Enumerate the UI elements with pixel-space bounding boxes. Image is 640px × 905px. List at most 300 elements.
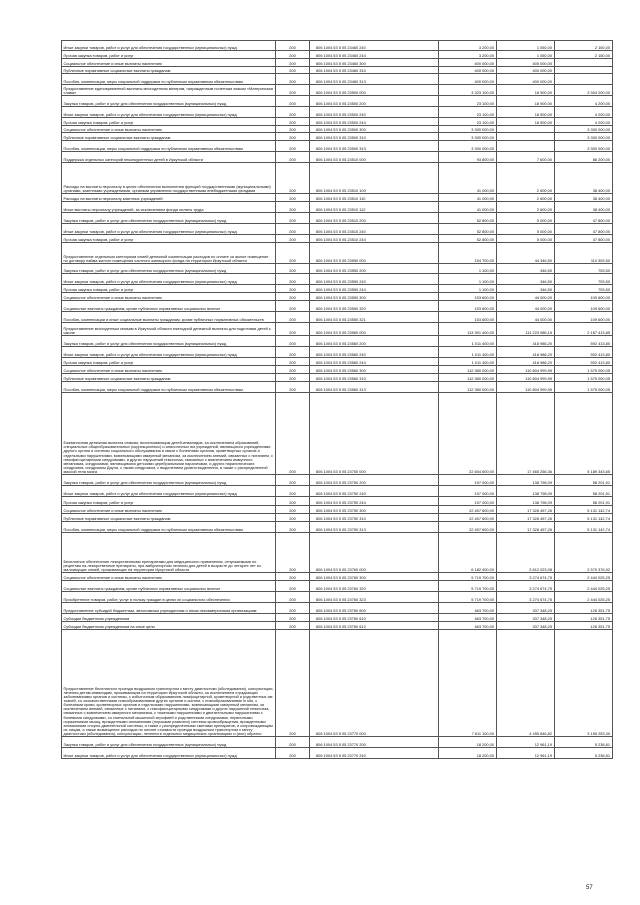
row-budget-code: 806 1004 53 5 05 23460 313: [310, 74, 439, 85]
row-executed-amount: 2 600,00: [496, 163, 554, 194]
row-description: Закупка товаров, работ и услуг для обеспечения государственных (муниципальных) нужд: [62, 336, 276, 347]
row-unexecuted-amount: 5 189 343,65: [554, 393, 612, 475]
row-budget-code: 806 1004 53 5 05 23760 610: [310, 614, 439, 622]
row-executed-amount: 400 000,00: [496, 67, 554, 74]
row-unexecuted-amount: 110 353,50: [554, 243, 612, 264]
row-budget-code: 806 1004 53 5 05 23760 000: [310, 533, 439, 573]
row-budget-code: 806 1004 53 5 05 23460 240: [310, 41, 439, 51]
row-budget-code: 806 1004 53 5 05 23510 000: [310, 152, 439, 163]
row-unexecuted-amount: 38 400,00: [554, 163, 612, 194]
row-description: Иные закупки товаров, работ и услуг для обеспечения государственных (муниципальных) нужд: [62, 224, 276, 235]
row-description: Предоставление субсидий бюджетным, автономным учреждениям и иным некоммерческим организациям: [62, 603, 276, 614]
row-budget-code: 806 1004 53 5 05 23560 200: [310, 336, 439, 347]
table-row: [62, 393, 613, 475]
row-budget-code: 806 1004 53 5 05 23760 600: [310, 603, 439, 614]
row-description: Субсидии бюджетным учреждениям: [62, 614, 276, 622]
row-unexecuted-amount: 5 131 142,74: [554, 522, 612, 533]
row-description: Прочая закупка товаров, работ и услуг: [62, 51, 276, 59]
row-executed-amount: 110 804 999,95: [496, 366, 554, 374]
row-executed-amount: 110 804 999,95: [496, 374, 554, 382]
row-approved-amount: 22 457 600,00: [438, 522, 496, 533]
row-executed-amount: 418 986,20: [496, 336, 554, 347]
row-description: Расходы на выплаты персоналу казенных учреждений: [62, 194, 276, 202]
row-line-code: 200: [276, 630, 310, 737]
row-unexecuted-amount: 3 300 000,00: [554, 126, 612, 133]
row-unexecuted-amount: 38 400,00: [554, 202, 612, 213]
row-approved-amount: 1 011 400,00: [438, 347, 496, 358]
row-budget-code: 806 1004 53 5 05 23510 110: [310, 194, 439, 202]
row-approved-amount: 93 800,00: [438, 152, 496, 163]
row-line-code: 200: [276, 293, 310, 301]
row-executed-amount: 44 000,00: [496, 301, 554, 312]
row-unexecuted-amount: 2 444 025,25: [554, 592, 612, 603]
row-executed-amount: 138 798,09: [496, 486, 554, 497]
row-budget-code: 806 1004 53 5 05 23460 244: [310, 51, 439, 59]
row-approved-amount: 197 000,00: [438, 497, 496, 506]
row-unexecuted-amount: 2 570 376,92: [554, 533, 612, 573]
table-row: [62, 274, 613, 285]
row-approved-amount: 18 200,00: [438, 748, 496, 759]
row-line-code: 200: [276, 393, 310, 475]
row-line-code: 200: [276, 41, 310, 51]
table-row: [62, 163, 613, 194]
row-line-code: 200: [276, 358, 310, 366]
row-budget-code: 806 1004 53 5 05 23510 100: [310, 163, 439, 194]
row-line-code: 200: [276, 603, 310, 614]
row-line-code: 200: [276, 366, 310, 374]
row-description: Иные закупки товаров, работ и услуг для обеспечения государственных (муниципальных) нужд: [62, 274, 276, 285]
row-approved-amount: 41 000,00: [438, 202, 496, 213]
row-line-code: 200: [276, 96, 310, 107]
row-budget-code: 806 1004 53 5 05 23510 244: [310, 235, 439, 243]
row-unexecuted-amount: 1 575 000,05: [554, 382, 612, 393]
row-executed-amount: 5 000,00: [496, 213, 554, 224]
row-unexecuted-amount: 1 575 000,05: [554, 374, 612, 382]
row-budget-code: 806 1004 53 5 05 23460 310: [310, 67, 439, 74]
row-description: Иные закупки товаров, работ и услуг для обеспечения государственных (муниципальных) нужд: [62, 107, 276, 118]
row-description: Субсидии бюджетным учреждениям на иные цели: [62, 622, 276, 630]
row-description: Предоставление отдельным категориям семей денежной компенсации расходов по оплате за жилое помещение по договору найма жилого помещения частного жилищного фонда на территории Иркутской области: [62, 243, 276, 264]
row-executed-amount: 44 346,50: [496, 243, 554, 264]
row-unexecuted-amount: 47 800,00: [554, 224, 612, 235]
row-description: Прочая закупка товаров, работ и услуг: [62, 285, 276, 293]
table-row: [62, 235, 613, 243]
row-budget-code: 806 1004 53 5 05 23560 310: [310, 374, 439, 382]
row-budget-code: 806 1004 53 5 05 23560 000: [310, 323, 439, 336]
row-executed-amount: 1 050,00: [496, 41, 554, 51]
row-description: Социальное обеспечение и иные выплаты населению: [62, 573, 276, 581]
table-row: [62, 107, 613, 118]
row-unexecuted-amount: 47 800,00: [554, 213, 612, 224]
row-approved-amount: 18 200,00: [438, 737, 496, 748]
table-row: [62, 96, 613, 107]
row-unexecuted-amount: 3 304 200,00: [554, 85, 612, 96]
row-unexecuted-amount: 2 150,00: [554, 41, 612, 51]
row-line-code: 200: [276, 74, 310, 85]
table-row: [62, 475, 613, 486]
row-approved-amount: 52 800,00: [438, 235, 496, 243]
row-description: Публичные нормативные социальные выплаты гражданам: [62, 133, 276, 141]
row-approved-amount: 463 700,00: [438, 603, 496, 614]
table-row: [62, 243, 613, 264]
row-line-code: 200: [276, 235, 310, 243]
row-line-code: 200: [276, 614, 310, 622]
row-unexecuted-amount: 109 600,00: [554, 312, 612, 323]
row-description: Прочая закупка товаров, работ и услуг: [62, 497, 276, 506]
row-description: Иные закупки товаров, работ и услуг для обеспечения государственных (муниципальных) нужд: [62, 41, 276, 51]
row-executed-amount: 138 798,09: [496, 497, 554, 506]
row-line-code: 200: [276, 301, 310, 312]
row-unexecuted-amount: 2 444 025,25: [554, 581, 612, 592]
row-line-code: 200: [276, 141, 310, 152]
table-row: [62, 213, 613, 224]
row-approved-amount: 1 100,00: [438, 285, 496, 293]
row-budget-code: 806 1004 53 5 05 23770 000: [310, 630, 439, 737]
row-unexecuted-amount: 5 238,81: [554, 748, 612, 759]
row-unexecuted-amount: 3 300 000,00: [554, 141, 612, 152]
table-row: [62, 748, 613, 759]
row-line-code: 200: [276, 312, 310, 323]
row-budget-code: 806 1004 53 5 05 23510 200: [310, 213, 439, 224]
row-description: Пособия, компенсации, меры социальной поддержки по публичным нормативным обязательствам: [62, 382, 276, 393]
row-line-code: 200: [276, 514, 310, 522]
row-unexecuted-amount: 3 300 000,00: [554, 133, 612, 141]
table-row: [62, 506, 613, 514]
row-budget-code: 806 1004 53 5 05 23550 300: [310, 293, 439, 301]
table-row: [62, 630, 613, 737]
row-approved-amount: 112 380 000,00: [438, 382, 496, 393]
row-approved-amount: 5 719 700,00: [438, 592, 496, 603]
row-executed-amount: 12 961,19: [496, 737, 554, 748]
row-approved-amount: 154 700,00: [438, 243, 496, 264]
table-row: [62, 737, 613, 748]
table-row: [62, 366, 613, 374]
row-line-code: 200: [276, 486, 310, 497]
row-approved-amount: 112 380 000,00: [438, 374, 496, 382]
row-approved-amount: 7 611 100,00: [438, 630, 496, 737]
row-unexecuted-amount: 126 351,75: [554, 614, 612, 622]
row-executed-amount: 111 223 986,15: [496, 323, 554, 336]
row-description: Бесплатное обеспечение лекарственными препаратами для медицинского применения, отпускаемыми по рецептам на лекарственные препараты, при амбулаторном лечении для детей в возрасте до четырех лет из малоимущих семей, проживающих на территории Иркутской области: [62, 533, 276, 573]
table-body: [62, 41, 613, 759]
row-approved-amount: 22 457 600,00: [438, 514, 496, 522]
row-unexecuted-amount: 592 413,80: [554, 336, 612, 347]
row-executed-amount: 12 961,19: [496, 748, 554, 759]
row-budget-code: 806 1004 53 5 05 23760 300: [310, 573, 439, 581]
row-budget-code: 806 1004 53 5 05 23770 240: [310, 748, 439, 759]
page-number: 57: [586, 885, 593, 891]
row-line-code: 200: [276, 573, 310, 581]
row-executed-amount: 18 900,00: [496, 107, 554, 118]
row-executed-amount: 110 804 999,95: [496, 382, 554, 393]
row-budget-code: 806 1004 53 5 05 23770 200: [310, 737, 439, 748]
table-row: [62, 126, 613, 133]
row-executed-amount: 138 798,09: [496, 475, 554, 486]
row-unexecuted-amount: 2 167 413,85: [554, 323, 612, 336]
row-budget-code: 806 1004 53 5 05 23500 000: [310, 85, 439, 96]
row-budget-code: 806 1004 53 5 05 23750 244: [310, 497, 439, 506]
table-row: [62, 533, 613, 573]
row-description: Публичные нормативные социальные выплаты гражданам: [62, 67, 276, 74]
row-budget-code: 806 1004 53 5 05 23550 321: [310, 312, 439, 323]
row-unexecuted-amount: 1 575 000,05: [554, 366, 612, 374]
row-description: Закупка товаров, работ и услуг для обеспечения государственных (муниципальных) нужд: [62, 264, 276, 274]
budget-execution-table: [61, 40, 613, 759]
table-row: [62, 522, 613, 533]
row-budget-code: 806 1004 53 5 05 23750 240: [310, 486, 439, 497]
table-row: [62, 141, 613, 152]
row-unexecuted-amount: [554, 67, 612, 74]
row-approved-amount: 6 182 400,00: [438, 533, 496, 573]
row-executed-amount: 2 600,00: [496, 202, 554, 213]
row-executed-amount: 337 348,25: [496, 622, 554, 630]
row-approved-amount: 400 000,00: [438, 74, 496, 85]
row-budget-code: 806 1004 53 5 05 23760 320: [310, 581, 439, 592]
row-budget-code: 806 1004 53 5 05 23550 320: [310, 301, 439, 312]
row-line-code: 200: [276, 67, 310, 74]
row-unexecuted-amount: 4 200,00: [554, 118, 612, 126]
row-budget-code: 806 1004 53 5 05 23560 240: [310, 347, 439, 358]
row-executed-amount: 346,50: [496, 264, 554, 274]
row-line-code: 200: [276, 152, 310, 163]
row-line-code: 200: [276, 59, 310, 67]
row-description: Социальное обеспечение и иные выплаты населению: [62, 126, 276, 133]
table-row: [62, 133, 613, 141]
row-line-code: 200: [276, 224, 310, 235]
table-row: [62, 622, 613, 630]
table-row: [62, 347, 613, 358]
row-executed-amount: 18 900,00: [496, 118, 554, 126]
row-line-code: 200: [276, 107, 310, 118]
row-line-code: 200: [276, 533, 310, 573]
table-row: [62, 573, 613, 581]
row-approved-amount: 153 600,00: [438, 293, 496, 301]
row-approved-amount: 52 800,00: [438, 224, 496, 235]
row-approved-amount: 153 600,00: [438, 301, 496, 312]
row-budget-code: 806 1004 53 5 05 23760 323: [310, 592, 439, 603]
row-line-code: 200: [276, 213, 310, 224]
row-line-code: 200: [276, 737, 310, 748]
row-budget-code: 806 1004 53 5 05 23550 200: [310, 264, 439, 274]
row-approved-amount: 23 100,00: [438, 107, 496, 118]
report-table-container: [61, 40, 610, 759]
row-unexecuted-amount: 592 413,80: [554, 358, 612, 366]
row-line-code: 200: [276, 264, 310, 274]
row-unexecuted-amount: 592 413,80: [554, 347, 612, 358]
row-unexecuted-amount: 58 201,91: [554, 497, 612, 506]
row-line-code: 200: [276, 592, 310, 603]
table-row: [62, 323, 613, 336]
row-line-code: 200: [276, 323, 310, 336]
row-executed-amount: 418 986,20: [496, 347, 554, 358]
row-description: Пособия, компенсации, меры социальной поддержки по публичным нормативным обязательствам: [62, 141, 276, 152]
row-approved-amount: 52 800,00: [438, 213, 496, 224]
table-row: [62, 301, 613, 312]
row-executed-amount: 17 326 457,26: [496, 506, 554, 514]
row-line-code: 200: [276, 118, 310, 126]
row-description: Прочая закупка товаров, работ и услуг: [62, 235, 276, 243]
row-line-code: 200: [276, 243, 310, 264]
row-line-code: 200: [276, 202, 310, 213]
row-unexecuted-amount: 3 155 253,30: [554, 630, 612, 737]
row-approved-amount: 463 700,00: [438, 622, 496, 630]
row-budget-code: 806 1004 53 5 05 23510 112: [310, 202, 439, 213]
table-row: [62, 603, 613, 614]
table-row: [62, 486, 613, 497]
row-approved-amount: 113 391 400,00: [438, 323, 496, 336]
row-approved-amount: 41 000,00: [438, 163, 496, 194]
row-line-code: 200: [276, 274, 310, 285]
row-budget-code: 806 1004 53 5 05 23500 240: [310, 107, 439, 118]
row-approved-amount: 22 654 600,00: [438, 393, 496, 475]
row-executed-amount: 5 000,00: [496, 235, 554, 243]
row-line-code: 200: [276, 194, 310, 202]
row-line-code: 200: [276, 506, 310, 514]
table-row: [62, 497, 613, 506]
row-budget-code: 806 1004 53 5 05 23500 310: [310, 133, 439, 141]
row-description: Предоставление единовременной выплаты многодетным матерям, награжденным почетным знаком «Материнская слава»: [62, 85, 276, 96]
table-row: [62, 592, 613, 603]
row-executed-amount: 400 000,00: [496, 59, 554, 67]
row-approved-amount: 41 000,00: [438, 194, 496, 202]
row-budget-code: 806 1004 53 5 05 23460 300: [310, 59, 439, 67]
table-row: [62, 312, 613, 323]
row-line-code: 200: [276, 163, 310, 194]
table-row: [62, 336, 613, 347]
row-unexecuted-amount: 2 444 025,25: [554, 573, 612, 581]
row-budget-code: 806 1004 53 5 05 23760 612: [310, 622, 439, 630]
table-row: [62, 41, 613, 51]
table-row: [62, 374, 613, 382]
row-executed-amount: 2 600,00: [496, 194, 554, 202]
row-approved-amount: 1 011 400,00: [438, 336, 496, 347]
row-unexecuted-amount: 109 600,00: [554, 293, 612, 301]
row-budget-code: 806 1004 53 5 05 23500 300: [310, 126, 439, 133]
row-line-code: 200: [276, 133, 310, 141]
table-row: [62, 67, 613, 74]
row-description: Закупка товаров, работ и услуг для обеспечения государственных (муниципальных) нужд: [62, 213, 276, 224]
row-executed-amount: 337 348,25: [496, 603, 554, 614]
row-unexecuted-amount: 58 201,91: [554, 486, 612, 497]
row-unexecuted-amount: 109 600,00: [554, 301, 612, 312]
row-approved-amount: 400 000,00: [438, 59, 496, 67]
row-unexecuted-amount: 4 200,00: [554, 107, 612, 118]
row-executed-amount: 3 274 674,75: [496, 581, 554, 592]
row-unexecuted-amount: 38 400,00: [554, 194, 612, 202]
row-approved-amount: 153 600,00: [438, 312, 496, 323]
row-budget-code: 806 1004 53 5 05 23500 313: [310, 141, 439, 152]
row-description: Предоставление многодетным семьям в Иркутской области ежегодной денежной выплаты для подготовки детей к школе: [62, 323, 276, 336]
row-description: Иные закупки товаров, работ и услуг для обеспечения государственных (муниципальных) нужд: [62, 486, 276, 497]
row-approved-amount: 400 000,00: [438, 67, 496, 74]
row-executed-amount: 3 612 023,08: [496, 533, 554, 573]
row-description: Закупка товаров, работ и услуг для обеспечения государственных (муниципальных) нужд: [62, 737, 276, 748]
row-executed-amount: 400 000,00: [496, 74, 554, 85]
row-description: Публичные нормативные социальные выплаты гражданам: [62, 374, 276, 382]
table-row: [62, 74, 613, 85]
row-description: Иные выплаты персоналу учреждений, за исключением фонда оплаты труда: [62, 202, 276, 213]
row-approved-amount: 197 000,00: [438, 486, 496, 497]
row-budget-code: 806 1004 53 5 05 23750 310: [310, 514, 439, 522]
row-unexecuted-amount: 5 238,81: [554, 737, 612, 748]
row-approved-amount: 112 380 000,00: [438, 366, 496, 374]
row-budget-code: 806 1004 53 5 05 23500 200: [310, 96, 439, 107]
row-budget-code: 806 1004 53 5 05 23560 313: [310, 382, 439, 393]
row-approved-amount: 463 700,00: [438, 614, 496, 622]
row-line-code: 200: [276, 522, 310, 533]
row-line-code: 200: [276, 347, 310, 358]
row-line-code: 200: [276, 336, 310, 347]
row-description: Социальные выплаты гражданам, кроме публичных нормативных социальных выплат: [62, 301, 276, 312]
row-line-code: 200: [276, 126, 310, 133]
table-row: [62, 202, 613, 213]
row-executed-amount: 44 000,00: [496, 293, 554, 301]
row-description: Пособия, компенсации, меры социальной поддержки по публичным нормативным обязательствам: [62, 74, 276, 85]
row-line-code: 200: [276, 497, 310, 506]
row-line-code: 200: [276, 85, 310, 96]
table-row: [62, 194, 613, 202]
row-approved-amount: 3 200,00: [438, 41, 496, 51]
row-line-code: 200: [276, 581, 310, 592]
row-unexecuted-amount: 753,50: [554, 274, 612, 285]
row-unexecuted-amount: 753,50: [554, 285, 612, 293]
row-executed-amount: 7 600,00: [496, 152, 554, 163]
row-description: Иные закупки товаров, работ и услуг для обеспечения государственных (муниципальных) нужд: [62, 748, 276, 759]
row-description: Закупка товаров, работ и услуг для обеспечения государственных (муниципальных) нужд: [62, 475, 276, 486]
row-budget-code: 806 1004 53 5 05 23560 300: [310, 366, 439, 374]
row-description: Прочая закупка товаров, работ и услуг: [62, 118, 276, 126]
row-budget-code: 806 1004 53 5 05 23510 240: [310, 224, 439, 235]
row-approved-amount: 1 011 400,00: [438, 358, 496, 366]
row-description: Публичные нормативные социальные выплаты гражданам: [62, 514, 276, 522]
row-budget-code: 806 1004 53 5 05 23550 240: [310, 274, 439, 285]
row-unexecuted-amount: [554, 59, 612, 67]
row-unexecuted-amount: 47 800,00: [554, 235, 612, 243]
table-row: [62, 514, 613, 522]
row-approved-amount: 5 719 700,00: [438, 573, 496, 581]
row-approved-amount: 1 100,00: [438, 274, 496, 285]
row-executed-amount: 337 348,25: [496, 614, 554, 622]
table-row: [62, 224, 613, 235]
row-budget-code: 806 1004 53 5 05 23550 244: [310, 285, 439, 293]
row-budget-code: 806 1004 53 5 05 23750 300: [310, 506, 439, 514]
row-executed-amount: 346,50: [496, 285, 554, 293]
row-unexecuted-amount: 4 200,00: [554, 96, 612, 107]
table-row: [62, 285, 613, 293]
table-row: [62, 152, 613, 163]
row-executed-amount: 17 326 457,26: [496, 522, 554, 533]
row-budget-code: 806 1004 53 5 05 23750 313: [310, 522, 439, 533]
row-approved-amount: 23 100,00: [438, 118, 496, 126]
row-line-code: 200: [276, 382, 310, 393]
row-description: Расходы на выплаты персоналу в целях обеспечения выполнения функций государственными (муниципальными) органами, казенными учреждениями, органами управления государственными внебюджетными фондами: [62, 163, 276, 194]
row-executed-amount: 17 326 457,26: [496, 514, 554, 522]
row-line-code: 200: [276, 748, 310, 759]
row-executed-amount: [496, 141, 554, 152]
row-executed-amount: 44 000,00: [496, 312, 554, 323]
row-budget-code: 806 1004 53 5 05 23550 000: [310, 243, 439, 264]
table-row: [62, 51, 613, 59]
row-line-code: 200: [276, 285, 310, 293]
row-executed-amount: 3 274 674,75: [496, 592, 554, 603]
row-description: Предоставление бесплатного проезда воздушным транспортом к месту диагностики (обследования), консультации, лечения детям-инвалидам, проживающим на территории Иркутской области, за исключением страдающих заболеваниями органов и системы, с избыточным образованием лимфоцитарной, кроветворной и родственных им тканей, со злокачественными новообразованиями других органов и систем, с новообразованиями in situ, с болезнями крови, кроветворных органов и отдельными нарушениями, вовлекающими иммунный механизм, за исключением анемий, связанных с питанием, с гемофагоцитарными синдромами и других нарушений гемопоэза, связанных с вовлечением иммунного механизма, с тяжелыми нарушениями и двигательными нарушениями с болевыми синдромами, со спинальной мышечной атрофией и родственными синдромами, первичными поражениями мышц, врожденными аномалиями (пороками развития) системы кровообращения, врожденными аномалиями опорно-двигательной системы, а также с распределенными сменами препаратов, и сопровождающим их лицам, а также возмещение расходов по оплате стоимости проезда воздушным транспортом к месту диагностики (обследования), консультации, лечения в отдельных медицинских организациях и (или) обратно: [62, 630, 276, 737]
row-approved-amount: 197 000,00: [438, 475, 496, 486]
row-approved-amount: 22 457 600,00: [438, 506, 496, 514]
row-description: Пособия, компенсации, меры социальной поддержки по публичным нормативным обязательствам: [62, 522, 276, 533]
row-description: Поддержка отдельных категорий неконкурентных детей в Иркутской области: [62, 152, 276, 163]
row-budget-code: 806 1004 53 5 05 23560 244: [310, 358, 439, 366]
row-executed-amount: 5 000,00: [496, 224, 554, 235]
